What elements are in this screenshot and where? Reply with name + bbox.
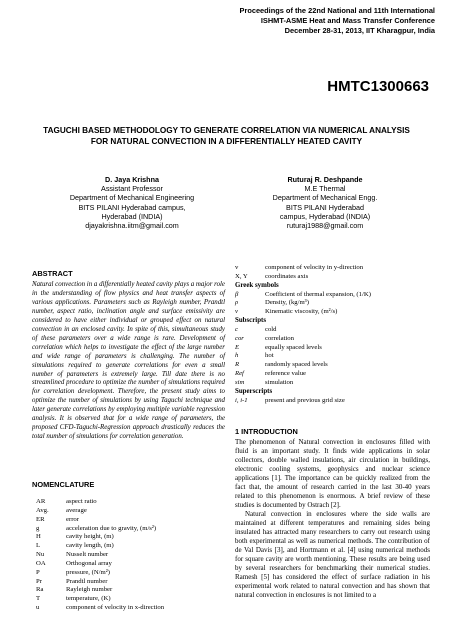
nomenclature-row — [235, 370, 430, 379]
nomenclature-definition: Coefficient of thermal expansion, (1/K) — [265, 290, 371, 298]
nomenclature-symbol: u — [36, 604, 40, 612]
author-block-1 — [32, 175, 232, 230]
abstract-text: Natural convection in a differentially heated cavity plays a major role in the understanding of flow physics and heat transfer aspects of various applications. Parameters such as Rayleigh number, Prandtl number, aspect ratio, inclination angle and surface emissivity are considered to have either individual or grouped effect on natural convection in an enclosed cavity. In spite of this, simultaneous study of these parameters over a wide range is rare. Development of correlation which helps to investigate the effect of the large number and wide range of parameters is challenging. The number of simulations required to generate correlations for even a small number of parameters is extremely large. Till date there is no streamlined procedure to optimize the number of simulations required for correlation development. Therefore, the present study aims to optimize the number of simulations by using Taguchi technique and later generate correlations by employing multiple variable regression analysis. It is observed that for a wide range of parameters, the proposed CFD-Taguchi-Regression approach drastically reduces the total number of simulations for correlation generation. — [32, 281, 225, 441]
author-name: Ruturaj R. Deshpande — [287, 175, 363, 184]
nomenclature-row — [235, 361, 430, 370]
nomenclature-row — [36, 533, 226, 542]
nomenclature-row — [235, 308, 430, 317]
title-line-2: FOR NATURAL CONVECTION IN A DIFFERENTIALLY HEATED CAVITY — [90, 137, 363, 146]
nomenclature-row — [235, 344, 430, 353]
author-institution: BITS PILANI Hyderabad campus, — [78, 202, 186, 212]
nomenclature-symbol: X, Y — [235, 272, 248, 280]
nomenclature-definition: Density, (kg/m³) — [265, 299, 309, 307]
nomenclature-definition: correlation — [265, 334, 294, 342]
nomenclature-list — [36, 498, 226, 613]
nomenclature-row — [235, 326, 430, 335]
introduction-paragraph-1: The phenomenon of Natural convection in enclosures filled with fluid is an important study. It finds wide applications in solar collectors, double walled insulations, air circulation in buildings, electronic cooling systems, geophysics and nuclear science applications [1]. The importance can be quickly realized from the fact that, the amount of research carried in the last 30-40 years related to this phenomenon is enormous. A brief review of these studies is documented by Ostrach [2]. — [235, 438, 430, 510]
nomenclature-symbol: Avg. — [36, 506, 49, 514]
author-location: campus, Hyderabad (INDIA) — [279, 211, 371, 221]
author-email: djayakrishna.iitm@gmail.com — [85, 221, 179, 231]
introduction-heading: 1 INTRODUCTION — [235, 427, 298, 436]
nomenclature-definition: Rayleigh number — [66, 586, 113, 594]
nomenclature-symbol: sim — [235, 378, 245, 386]
nomenclature-definition: component of velocity in x-direction — [66, 604, 165, 612]
nomenclature-definition: Prandtl number — [66, 577, 108, 585]
proceedings-line-1: Proceedings of the 22nd National and 11th International — [239, 6, 435, 15]
nomenclature-symbol: P — [36, 568, 40, 576]
author-position: Assistant Professor — [101, 184, 163, 194]
nomenclature-row — [36, 560, 226, 569]
paper-code: HMTC1300663 — [327, 78, 429, 95]
nomenclature-row — [235, 335, 430, 344]
nomenclature-row — [235, 352, 430, 361]
nomenclature-row — [36, 525, 226, 534]
nomenclature-definition: hot — [265, 352, 274, 360]
nomenclature-definition: temperature, (K) — [66, 595, 111, 603]
nomenclature-row — [36, 516, 226, 525]
nomenclature-definition: pressure, (N/m²) — [66, 568, 110, 576]
nomenclature-definition: coordinates axis — [265, 272, 309, 280]
nomenclature-definition: simulation — [265, 378, 294, 386]
nomenclature-symbol: c — [235, 325, 238, 333]
nomenclature-symbol: T — [36, 595, 41, 603]
nomenclature-definition: reference value — [265, 370, 307, 378]
nomenclature-row — [235, 264, 430, 273]
nomenclature-symbol: Pr — [36, 577, 42, 585]
nomenclature-heading: NOMENCLATURE — [32, 480, 95, 489]
nomenclature-definition: error — [66, 515, 79, 523]
abstract-heading: ABSTRACT — [32, 269, 73, 278]
nomenclature-symbol: OA — [36, 559, 46, 567]
nomenclature-row — [36, 542, 226, 551]
author-department: Department of Mechanical Engg. — [272, 193, 378, 203]
nomenclature-row — [36, 507, 226, 516]
nomenclature-row — [235, 397, 430, 406]
author-name: D. Jaya Krishna — [105, 175, 159, 184]
nomenclature-definition: acceleration due to gravity, (m/s²) — [66, 524, 157, 532]
nomenclature-symbol: R — [235, 361, 240, 369]
nomenclature-definition: aspect ratio — [66, 498, 97, 505]
nomenclature-row — [235, 291, 430, 300]
author-email: ruturaj1988@gmail.com — [286, 221, 364, 231]
nomenclature-row — [36, 586, 226, 595]
nomenclature-row — [235, 273, 430, 282]
nomenclature-definition: average — [66, 506, 87, 514]
nomenclature-row — [235, 379, 430, 388]
nomenclature-definition: Orthogonal array — [66, 559, 112, 567]
nomenclature-definition: cavity length, (m) — [66, 542, 114, 550]
author-institution: BITS PILANI Hyderabad — [286, 202, 364, 212]
nomenclature-definition: Kinematic viscosity, (m²/s) — [265, 308, 338, 316]
nomenclature-definition: component of velocity in y-direction — [265, 264, 364, 271]
greek-symbols-heading: Greek symbols — [235, 281, 279, 289]
nomenclature-definition: equally spaced levels — [265, 343, 322, 351]
nomenclature-symbol: g — [36, 524, 40, 532]
nomenclature-definition: randomly spaced levels — [265, 361, 328, 369]
nomenclature-continued — [235, 264, 430, 406]
introduction-paragraph-2: Natural convection in enclosures where the side walls are maintained at different temperatures and remaining sides being insulated has attracted many researchers to carry out research using both experimental as well as numerical methods. The contribution of de Val Davis [3], and Hortmann et al. [4] using numerical methods for square cavity are worth mentioning. These results are being used by several researchers for benchmarking their numerical studies. Ramesh [5] has considered the effect of surface radiation in his experimental work related to natural convection and has shown that natural convection in enclosures is not limited to a — [235, 510, 430, 600]
subscripts-heading: Subscripts — [235, 317, 267, 325]
paper-title — [10, 125, 443, 147]
nomenclature-symbol: ER — [36, 515, 45, 523]
nomenclature-symbol: β — [235, 290, 239, 298]
nomenclature-row — [36, 498, 226, 507]
nomenclature-symbol: ρ — [235, 299, 239, 307]
proceedings-header — [175, 6, 435, 36]
proceedings-line-3: December 28-31, 2013, IIT Kharagpur, India — [284, 26, 435, 35]
introduction-text — [235, 438, 430, 600]
nomenclature-symbol: Ra — [36, 586, 44, 594]
nomenclature-symbol: cor — [235, 334, 244, 342]
author-position: M.E Thermal — [304, 184, 346, 194]
nomenclature-symbol: L — [36, 542, 41, 550]
nomenclature-row — [235, 299, 430, 308]
nomenclature-definition: Nusselt number — [66, 551, 109, 559]
superscripts-heading: Superscripts — [235, 387, 273, 395]
nomenclature-row — [36, 604, 226, 613]
nomenclature-symbol: E — [235, 343, 240, 351]
nomenclature-row — [36, 595, 226, 604]
nomenclature-symbol: H — [36, 533, 41, 541]
nomenclature-symbol: h — [235, 352, 239, 360]
author-block-2 — [225, 175, 425, 230]
nomenclature-symbol: Ref — [235, 370, 244, 378]
nomenclature-symbol: ν — [235, 308, 238, 316]
nomenclature-symbol: v — [235, 264, 239, 271]
author-department: Department of Mechanical Engineering — [69, 193, 195, 203]
proceedings-line-2: ISHMT-ASME Heat and Mass Transfer Conference — [260, 16, 435, 25]
author-location: Hyderabad (INDIA) — [101, 211, 163, 221]
nomenclature-row — [36, 551, 226, 560]
title-line-1: TAGUCHI BASED METHODOLOGY TO GENERATE CORRELATION VIA NUMERICAL ANALYSIS — [43, 126, 410, 135]
nomenclature-definition: cavity height, (m) — [66, 533, 114, 541]
nomenclature-symbol: i, i-1 — [235, 396, 248, 404]
nomenclature-definition: present and previous grid size — [265, 396, 345, 404]
nomenclature-row — [36, 578, 226, 587]
nomenclature-definition: cold — [265, 325, 277, 333]
nomenclature-symbol: Nu — [36, 551, 45, 559]
nomenclature-row — [36, 569, 226, 578]
nomenclature-symbol: AR — [36, 498, 46, 505]
